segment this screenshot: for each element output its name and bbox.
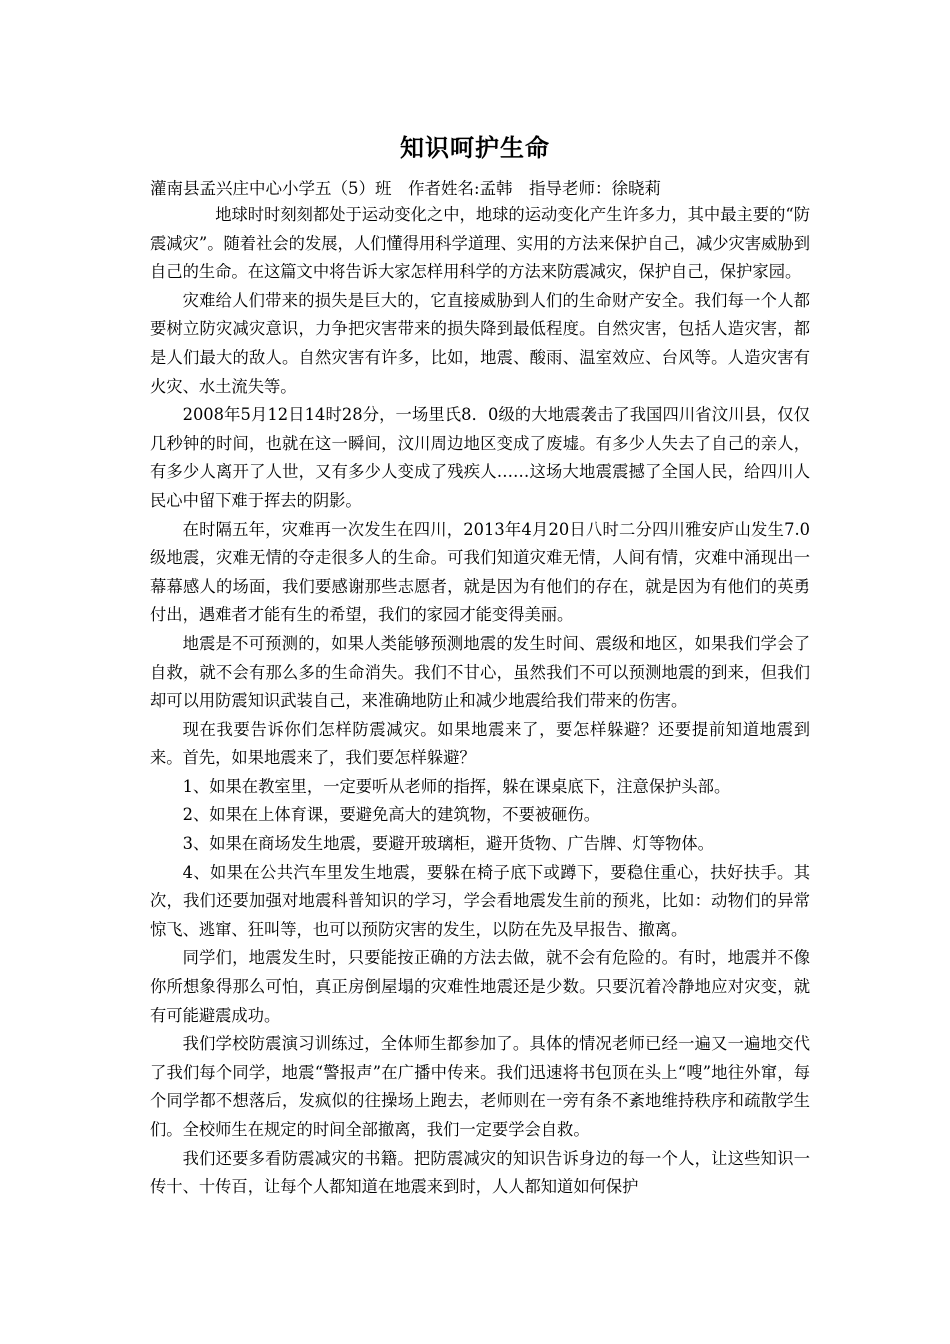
paragraph-wenchuan-earthquake: 2008年5月12日14时28分，一场里氏8．0级的大地震袭击了我国四川省汶川县，仅仅几秒钟的时间，也就在这一瞬间，汶川周边地区变成了废墟。有多少人失去了自己的亲人，有多少人离开了人世，又有多少人变成了残疾人……这场大地震震撼了全国人民，给四川人民心中留下难于挥去的阴影。 bbox=[150, 405, 810, 510]
paragraph-unpredictable: 地震是不可预测的，如果人类能够预测地震的发生时间、震级和地区，如果我们学会了自救，就不会有那么多的生命消失。我们不甘心，虽然我们不可以预测地震的到来，但我们却可以用防震知识武装自己，来准确地防止和减少地震给我们带来的伤害。 bbox=[150, 633, 810, 711]
list-item-bus: 4、如果在公共汽车里发生地震，要躲在椅子底下或蹲下，要稳住重心，扶好扶手。其次，我们还要加强对地震科普知识的学习，学会看地震发生前的预兆，比如：动物们的异常惊飞、逃窜、狂叫等，也可以预防灾害的发生，以防在先及早报告、撤离。 bbox=[150, 862, 810, 939]
list-item-classroom: 1、如果在教室里，一定要听从老师的指挥，躲在课桌底下，注意保护头部。 bbox=[182, 776, 731, 796]
paragraph-how-to-avoid: 现在我要告诉你们怎样防震减灾。如果地震来了，要怎样躲避？还要提前知道地震到来。首先，如果地震来了，我们要怎样躲避？ bbox=[150, 719, 810, 768]
paragraph-intro: 地球时时刻刻都处于运动变化之中，地球的运动变化产生许多力，其中最主要的“防震减灾”。随着社会的发展，人们懂得用科学道理、实用的方法来保护自己，减少灾害威胁到自己的生命。在这篇文中将告诉大家怎样用科学的方法来防震减灾，保护自己，保护家园。 bbox=[150, 205, 810, 282]
document-body bbox=[150, 201, 810, 1202]
document-title: 知识呵护生命 bbox=[400, 134, 550, 162]
paragraph-disaster-losses: 灾难给人们带来的损失是巨大的，它直接威胁到人们的生命财产安全。我们每一个人都要树立防灾减灾意识，力争把灾害带来的损失降到最低程度。自然灾害，包括人造灾害，都是人们最大的敌人。自然灾害有许多，比如，地震、酸雨、温室效应、台风等。人造灾害有火灾、水土流失等。 bbox=[150, 290, 810, 396]
paragraph-stay-calm: 同学们，地震发生时，只要能按正确的方法去做，就不会有危险的。有时，地震并不像你所想象得那么可怕，真正房倒屋塌的灾难性地震还是少数。只要沉着冷静地应对灾变，就有可能避震成功。 bbox=[150, 948, 810, 1025]
author-byline: 灌南县孟兴庄中心小学五（5）班 作者姓名:孟韩 指导老师：徐晓莉 bbox=[150, 179, 662, 198]
paragraph-yaan-earthquake: 在时隔五年，灾难再一次发生在四川，2013年4月20日八时二分四川雅安庐山发生7.0级地震，灾难无情的夺走很多人的生命。可我们知道灾难无情，人间有情，灾难中涌现出一幕幕感人的场面，我们要感谢那些志愿者，就是因为有他们的存在，就是因为有他们的英勇付出，遇难者才能有生的希望，我们的家园才能变得美丽。 bbox=[150, 519, 810, 625]
list-item-mall: 3、如果在商场发生地震，要避开玻璃柜，避开货物、广告牌、灯等物体。 bbox=[182, 834, 714, 854]
paragraph-school-drill: 我们学校防震演习训练过，全体师生都参加了。具体的情况老师已经一遍又一遍地交代了我们每个同学，地震“警报声”在广播中传来。我们迅速将书包顶在头上“嗖”地往外窜，每个同学都不想落后，发疯似的往操场上跑去，老师则在一旁有条不紊地维持秩序和疏散学生们。全校师生在规定的时间全部撤离，我们一定要学会自救。 bbox=[150, 1034, 810, 1139]
paragraph-read-books: 我们还要多看防震减灾的书籍。把防震减灾的知识告诉身边的每一个人，让这些知识一传十、十传百，让每个人都知道在地震来到时，人人都知道如何保护 bbox=[150, 1148, 810, 1197]
list-item-pe-class: 2、如果在上体育课，要避免高大的建筑物，不要被砸伤。 bbox=[182, 805, 600, 825]
